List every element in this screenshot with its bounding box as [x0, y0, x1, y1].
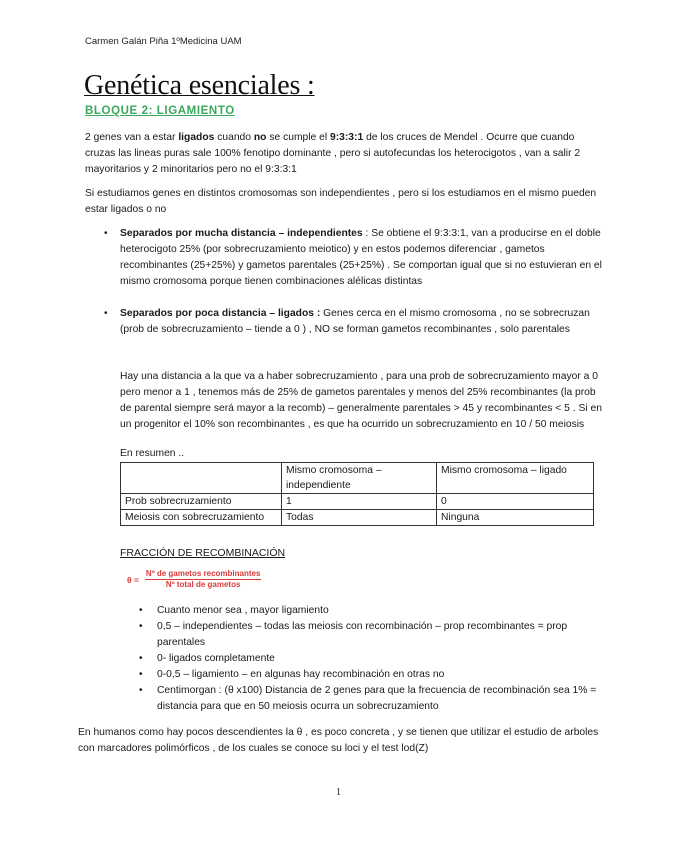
- page-number: 1: [336, 787, 341, 798]
- bullet-linked: [104, 306, 602, 338]
- bullet-icon: •: [104, 308, 108, 319]
- list-item-text: 0-0,5 – ligamiento – en algunas hay recombinación en otras no: [157, 669, 445, 680]
- list-item: [139, 603, 602, 619]
- bullet-text: : Se obtiene el 9:3:3:1, van a producirse en el doble heterocigoto 25% (por sobrecruzamiento meiotico) y en estos podemos diferenciar , gametos recombinantes (25+25%) y gametos parentales (25+25%) . Se comportan igual que si no estuvieran en el mismo cromosoma porque tienen combinaciones alélicas distintas: [120, 228, 602, 287]
- bullet-heading: Separados por poca distancia – ligados :: [120, 308, 321, 319]
- text-run: se cumple el: [266, 132, 330, 143]
- closing-paragraph: En humanos como hay pocos descendientes la θ , es poco concreta , y se tienen que utilizar el estudio de arboles con marcadores polimórficos , de los cuales se conoce su loci y el test lod(Z): [78, 727, 599, 754]
- formula-numerator: Nº de gametos recombinantes: [145, 569, 261, 578]
- summary-label: En resumen ..: [120, 448, 185, 459]
- bullet-icon: •: [104, 228, 108, 239]
- text-run: cuando: [214, 132, 254, 143]
- table-cell: [121, 463, 282, 494]
- table-cell: Mismo cromosoma – ligado: [437, 463, 594, 494]
- list-item-text: Centimorgan : (θ x100) Distancia de 2 genes para que la frecuencia de recombinación sea 1% = distancia para que en 50 meiosis ocurra un sobrecruzamiento: [157, 685, 597, 712]
- list-item-text: Cuanto menor sea , mayor ligamiento: [157, 605, 329, 616]
- section-subtitle: BLOQUE 2: LIGAMIENTO: [85, 105, 235, 117]
- list-item: [139, 619, 602, 651]
- author-header: Carmen Galán Piña 1ºMedicina UAM: [85, 36, 242, 47]
- list-item: [139, 667, 602, 683]
- bold-run: ligados: [178, 132, 215, 143]
- table-cell: Meiosis con sobrecruzamiento: [121, 510, 282, 526]
- recombination-formula: [127, 569, 261, 590]
- bullet-icon: •: [139, 605, 143, 616]
- list-item-text: 0,5 – independientes – todas las meiosis con recombinación – prop recombinantes = prop parentales: [157, 621, 568, 648]
- document-title: Genética esenciales :: [84, 70, 315, 101]
- bullet-icon: •: [139, 621, 143, 632]
- bullet-icon: •: [139, 685, 143, 696]
- formula-denominator: Nº total de gametos: [165, 580, 241, 589]
- chromosome-paragraph: Si estudiamos genes en distintos cromosomas son independientes , pero si los estudiamos en el mismo pueden estar ligados o no: [85, 188, 597, 215]
- bullet-icon: •: [139, 669, 143, 680]
- crossover-detail-paragraph: Hay una distancia a la que va a haber sobrecruzamiento , para una prob de sobrecruzamiento mayor a 0 pero menor a 1 , tenemos más de 25% de gametos parentales y menos del 25% recombinantes (la prob de parental siempre será mayor a la recomb) – generalmente parentales > 45 y recombinantes < 5 . Si en un progenitor el 10% son recombinantes , es que ha ocurrido un sobrecruzamiento en 10 / 50 meiosis: [120, 371, 602, 430]
- table-cell: Ninguna: [437, 510, 594, 526]
- table-cell: 1: [282, 494, 437, 510]
- table-row: [121, 494, 594, 510]
- table-cell: Todas: [282, 510, 437, 526]
- intro-paragraph: [85, 130, 605, 178]
- table-cell: 0: [437, 494, 594, 510]
- bullet-text: Genes cerca en el mismo cromosoma , no se sobrecruzan (prob de sobrecruzamiento – tiende a 0 ) , NO se forman gametos recombinantes , solo parentales: [120, 308, 590, 335]
- fraction-list: [139, 603, 602, 715]
- text-run: de los cruces de Mendel . Ocurre que cuando cruzas las lineas puras sale 100% fenotipo dominante , pero si autofecundas los heterocigotos , van a salir 2 mayoritarios y 2 minoritarios pero no el 9:3:3:1: [85, 132, 581, 175]
- table-cell: Mismo cromosoma – independiente: [282, 463, 437, 494]
- list-item: [139, 683, 602, 715]
- bold-run: no: [253, 132, 267, 143]
- bullet-heading: Separados por mucha distancia – independientes: [120, 228, 363, 239]
- table-row: [121, 510, 594, 526]
- bullet-icon: •: [139, 653, 143, 664]
- formula-fraction: [145, 569, 262, 590]
- summary-table: [120, 462, 594, 526]
- table-cell: Prob sobrecruzamiento: [121, 494, 282, 510]
- list-item: [139, 651, 602, 667]
- text-run: 2 genes van a estar: [85, 132, 179, 143]
- bold-run: 9:3:3:1: [330, 132, 364, 143]
- bullet-independent: [104, 226, 602, 290]
- formula-lhs: θ =: [127, 574, 139, 585]
- table-header-row: [121, 463, 594, 494]
- fraction-heading: FRACCIÓN DE RECOMBINACIÓN: [120, 547, 286, 559]
- list-item-text: 0- ligados completamente: [157, 653, 275, 664]
